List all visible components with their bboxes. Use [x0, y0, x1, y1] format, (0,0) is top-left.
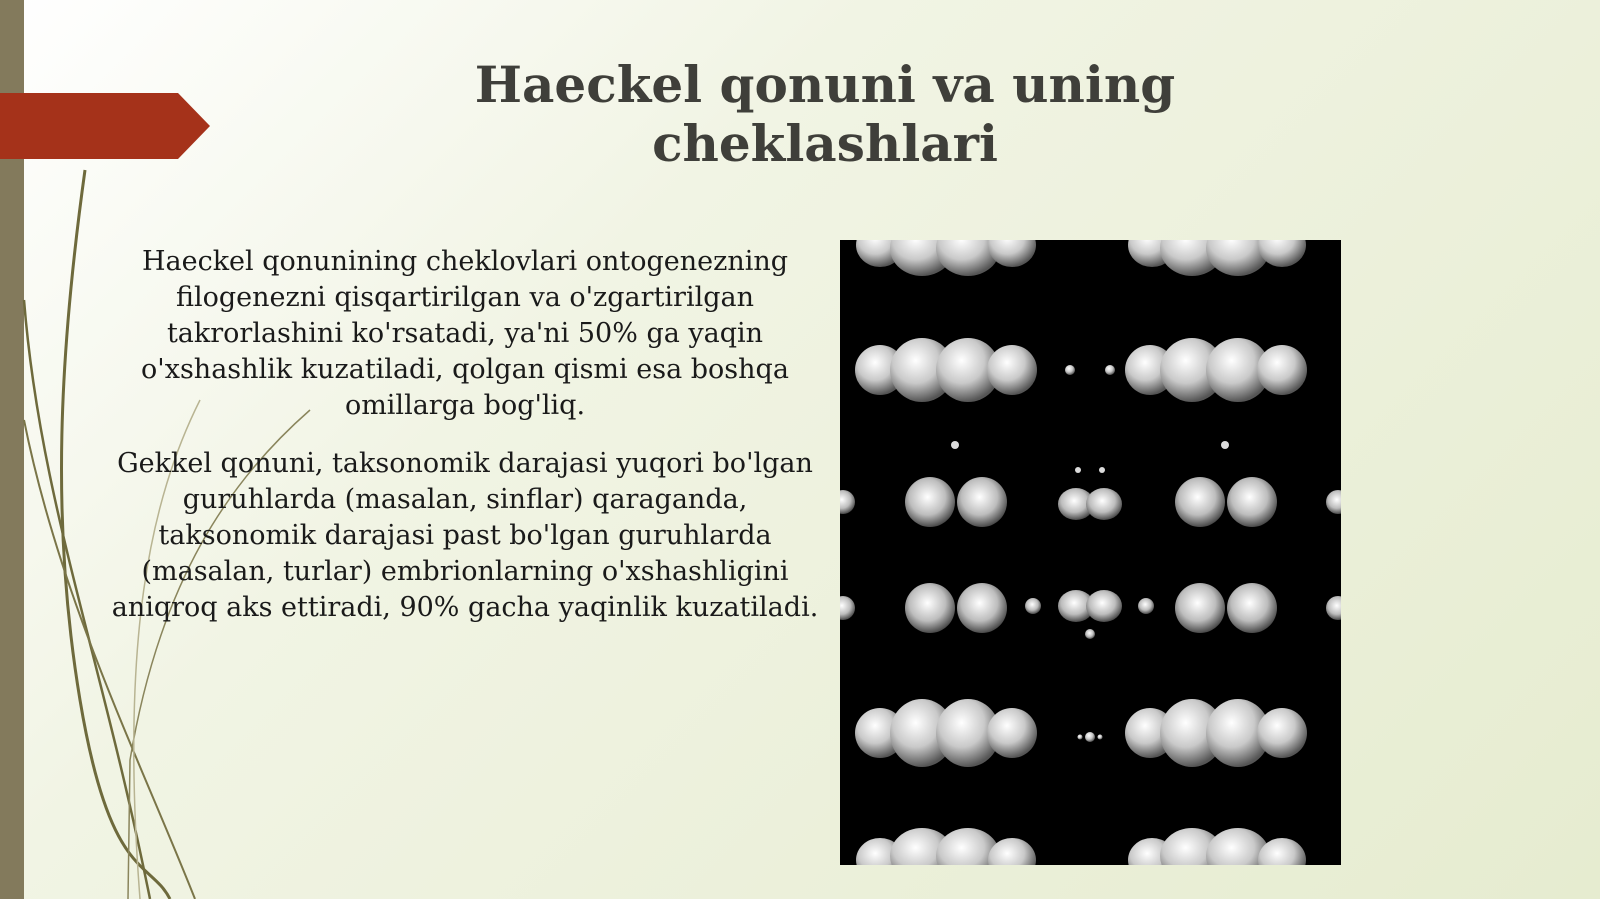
- page-title: Haeckel qonuni va uning cheklashlari: [474, 55, 1176, 173]
- spheres-illustration: [840, 240, 1341, 865]
- paragraph-1: Haeckel qonunining cheklovlari ontogenezning filogenezni qisqartirilgan va o'zgartirilgan takrorlashini ko'rsatadi, ya'ni 50% ga yaqin o'xshashlik kuzatiladi, qolgan qismi esa boshqa omillarga bog'liq.: [141, 246, 789, 421]
- cell-division-image: [840, 240, 1341, 865]
- body-text: [110, 244, 820, 648]
- paragraph-2: Gekkel qonuni, taksonomik darajasi yuqori bo'lgan guruhlarda (masalan, sinflar) qaraganda, taksonomik darajasi past bo'lgan guruhlarda (masalan, turlar) embrionlarning o'xshashligini aniqroq aks ettiradi, 90% gacha yaqinlik kuzatiladi.: [111, 448, 819, 623]
- red-arrow-tab: [0, 93, 210, 159]
